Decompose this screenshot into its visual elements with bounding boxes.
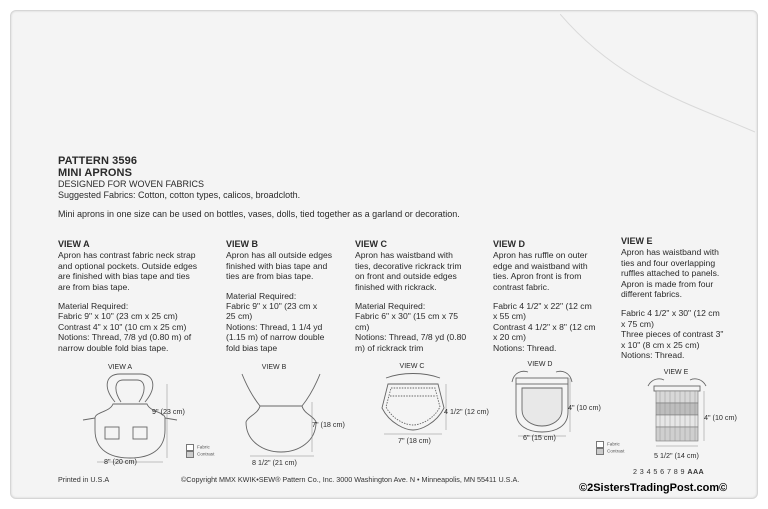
view-a-desc-line: are finished with bias tape and ties	[58, 271, 190, 282]
view-d-material-line: x 55 cm)	[493, 311, 526, 322]
drawing-e-caption: VIEW E	[663, 369, 689, 376]
watermark: ©2SistersTradingPost.com©	[579, 482, 728, 494]
pattern-number: PATTERN 3596	[58, 155, 138, 167]
view-c-desc-line: on front and outside edges	[355, 271, 457, 282]
view-e-material-line: x 10" (8 cm x 25 cm)	[621, 339, 700, 350]
drawing-d-width: 6" (15 cm)	[523, 433, 556, 442]
drawing-e-width: 5 1/2" (14 cm)	[654, 451, 699, 460]
view-b-title: VIEW B	[226, 239, 259, 249]
view-a-material-line: Fabric 9" x 10" (23 cm x 25 cm)	[58, 311, 178, 322]
view-e-material-line: x 75 cm)	[621, 318, 654, 329]
view-c-desc-line: finished with rickrack.	[355, 281, 437, 292]
view-c-material-line: Notions: Thread, 7/8 yd (0.80	[355, 332, 467, 343]
view-d-material-line: Contrast 4 1/2" x 8" (12 cm	[493, 321, 596, 332]
view-e-title: VIEW E	[621, 236, 653, 246]
view-b-desc-line: Apron has all outside edges	[226, 250, 333, 261]
view-b-column	[226, 239, 344, 353]
view-b-material-line: (1.15 m) of narrow double	[226, 332, 325, 343]
print-codes-letters: AAA	[687, 467, 705, 476]
view-d-material-line: Fabric 4 1/2" x 22" (12 cm	[493, 301, 592, 312]
view-a-desc-line: are from bias tape.	[58, 281, 130, 292]
view-e-desc-line: Apron has waistband with	[621, 247, 719, 258]
drawing-view-a	[75, 372, 185, 467]
pattern-name: MINI APRONS	[58, 167, 133, 179]
view-d-desc-line: ties. Apron front is from	[493, 271, 582, 282]
legend-d-contrast: Contrast	[607, 448, 625, 454]
view-a-material-line: Contrast 4" x 10" (10 cm x 25 cm)	[58, 321, 187, 332]
copyright-line: ©Copyright MMX KWIK•SEW® Pattern Co., Inc. 3000 Washington Ave. N • Minneapolis, MN 55411 U.S.A.	[181, 475, 520, 484]
drawing-c-caption: VIEW C	[399, 363, 425, 370]
drawing-view-b	[232, 372, 332, 462]
view-c-material-line: Fabric 6" x 30" (15 cm x 75	[355, 311, 459, 322]
view-e-desc-line: Apron is made from four	[621, 278, 714, 289]
view-c-desc-line: Apron has waistband with	[355, 250, 453, 261]
view-e-column	[621, 236, 737, 360]
view-c-column	[355, 239, 477, 353]
legend-d-fabric: Fabric	[607, 441, 620, 447]
view-d-material-line: Notions: Thread.	[493, 342, 557, 353]
view-d-material-line: x 20 cm)	[493, 332, 526, 343]
view-c-desc-line: ties, decorative rickrack trim	[355, 260, 462, 271]
drawing-view-c	[378, 370, 448, 440]
view-e-material-line: Three pieces of contrast 3"	[621, 329, 724, 340]
view-a-title: VIEW A	[58, 239, 90, 249]
drawing-a-width: 8" (20 cm)	[104, 457, 137, 466]
view-b-material-line: Fabric 9" x 10" (23 cm x	[226, 301, 318, 312]
pattern-header	[58, 155, 300, 201]
view-d-desc-line: Apron has ruffle on outer	[493, 250, 588, 261]
view-e-desc-line: ruffles attached to panels.	[621, 268, 720, 279]
printed-in: Printed in U.S.A	[58, 475, 110, 484]
legend-a	[186, 444, 214, 458]
view-a-desc-line: Apron has contrast fabric neck strap	[58, 250, 196, 261]
view-b-desc-line: finished with bias tape and	[226, 260, 328, 271]
envelope-flap-edge	[560, 14, 755, 134]
print-codes-digits: 2 3 4 5 6 7 8 9	[633, 467, 685, 476]
view-c-title: VIEW C	[355, 239, 388, 249]
intro-text: Mini aprons in one size can be used on bottles, vases, dolls, tied together as a garland or decoration.	[58, 209, 460, 219]
view-e-material-line: Fabric 4 1/2" x 30" (12 cm	[621, 308, 720, 319]
view-d-title: VIEW D	[493, 239, 526, 249]
view-e-material-line: Notions: Thread.	[621, 350, 685, 361]
view-a-material-line: Notions: Thread, 7/8 yd (0.80 m) of	[58, 332, 192, 343]
view-e-desc-line: ties and four overlapping	[621, 257, 716, 268]
view-a-desc-line: and optional pockets. Outside edges	[58, 260, 198, 271]
view-a-material-line: narrow double fold bias tape.	[58, 342, 169, 353]
view-d-desc-line: contrast fabric.	[493, 281, 550, 292]
view-c-material-line: m) of rickrack trim	[355, 342, 424, 353]
suggested-fabrics: Suggested Fabrics: Cotton, cotton types, calicos, broadcloth.	[58, 190, 301, 200]
view-e-desc-line: different fabrics.	[621, 289, 682, 300]
drawing-b-height: 7" (18 cm)	[312, 420, 345, 429]
view-c-material-line: cm)	[355, 321, 370, 332]
legend-a-fabric: Fabric	[197, 444, 210, 450]
legend-a-contrast: Contrast	[197, 451, 215, 457]
designed-for: DESIGNED FOR WOVEN FABRICS	[58, 179, 205, 189]
drawing-d-caption: VIEW D	[527, 361, 553, 368]
view-b-material-line: 25 cm)	[226, 311, 253, 322]
drawing-view-e	[644, 376, 710, 452]
drawing-a-height: 9" (23 cm)	[152, 407, 185, 416]
view-a-column	[58, 239, 218, 353]
view-a-material-line: Material Required:	[58, 301, 129, 312]
drawing-c-height: 4 1/2" (12 cm)	[444, 407, 489, 416]
print-codes	[633, 467, 704, 476]
view-b-material-line: Notions: Thread, 1 1/4 yd	[226, 321, 323, 332]
drawing-view-d	[508, 368, 576, 438]
view-b-material-line: Material Required:	[226, 290, 297, 301]
drawing-a-caption: VIEW A	[107, 364, 133, 371]
view-c-material-line: Material Required:	[355, 301, 426, 312]
drawing-b-caption: VIEW B	[261, 364, 287, 371]
view-d-column	[493, 239, 605, 353]
view-d-desc-line: edge and waistband with	[493, 260, 588, 271]
drawing-e-height: 4" (10 cm)	[704, 413, 737, 422]
drawing-b-width: 8 1/2" (21 cm)	[252, 458, 297, 467]
legend-d	[596, 441, 624, 455]
drawing-d-height: 4" (10 cm)	[568, 403, 601, 412]
drawing-c-width: 7" (18 cm)	[398, 436, 431, 445]
view-b-material-line: fold bias tape	[226, 342, 278, 353]
view-b-desc-line: ties are from bias tape.	[226, 271, 314, 282]
